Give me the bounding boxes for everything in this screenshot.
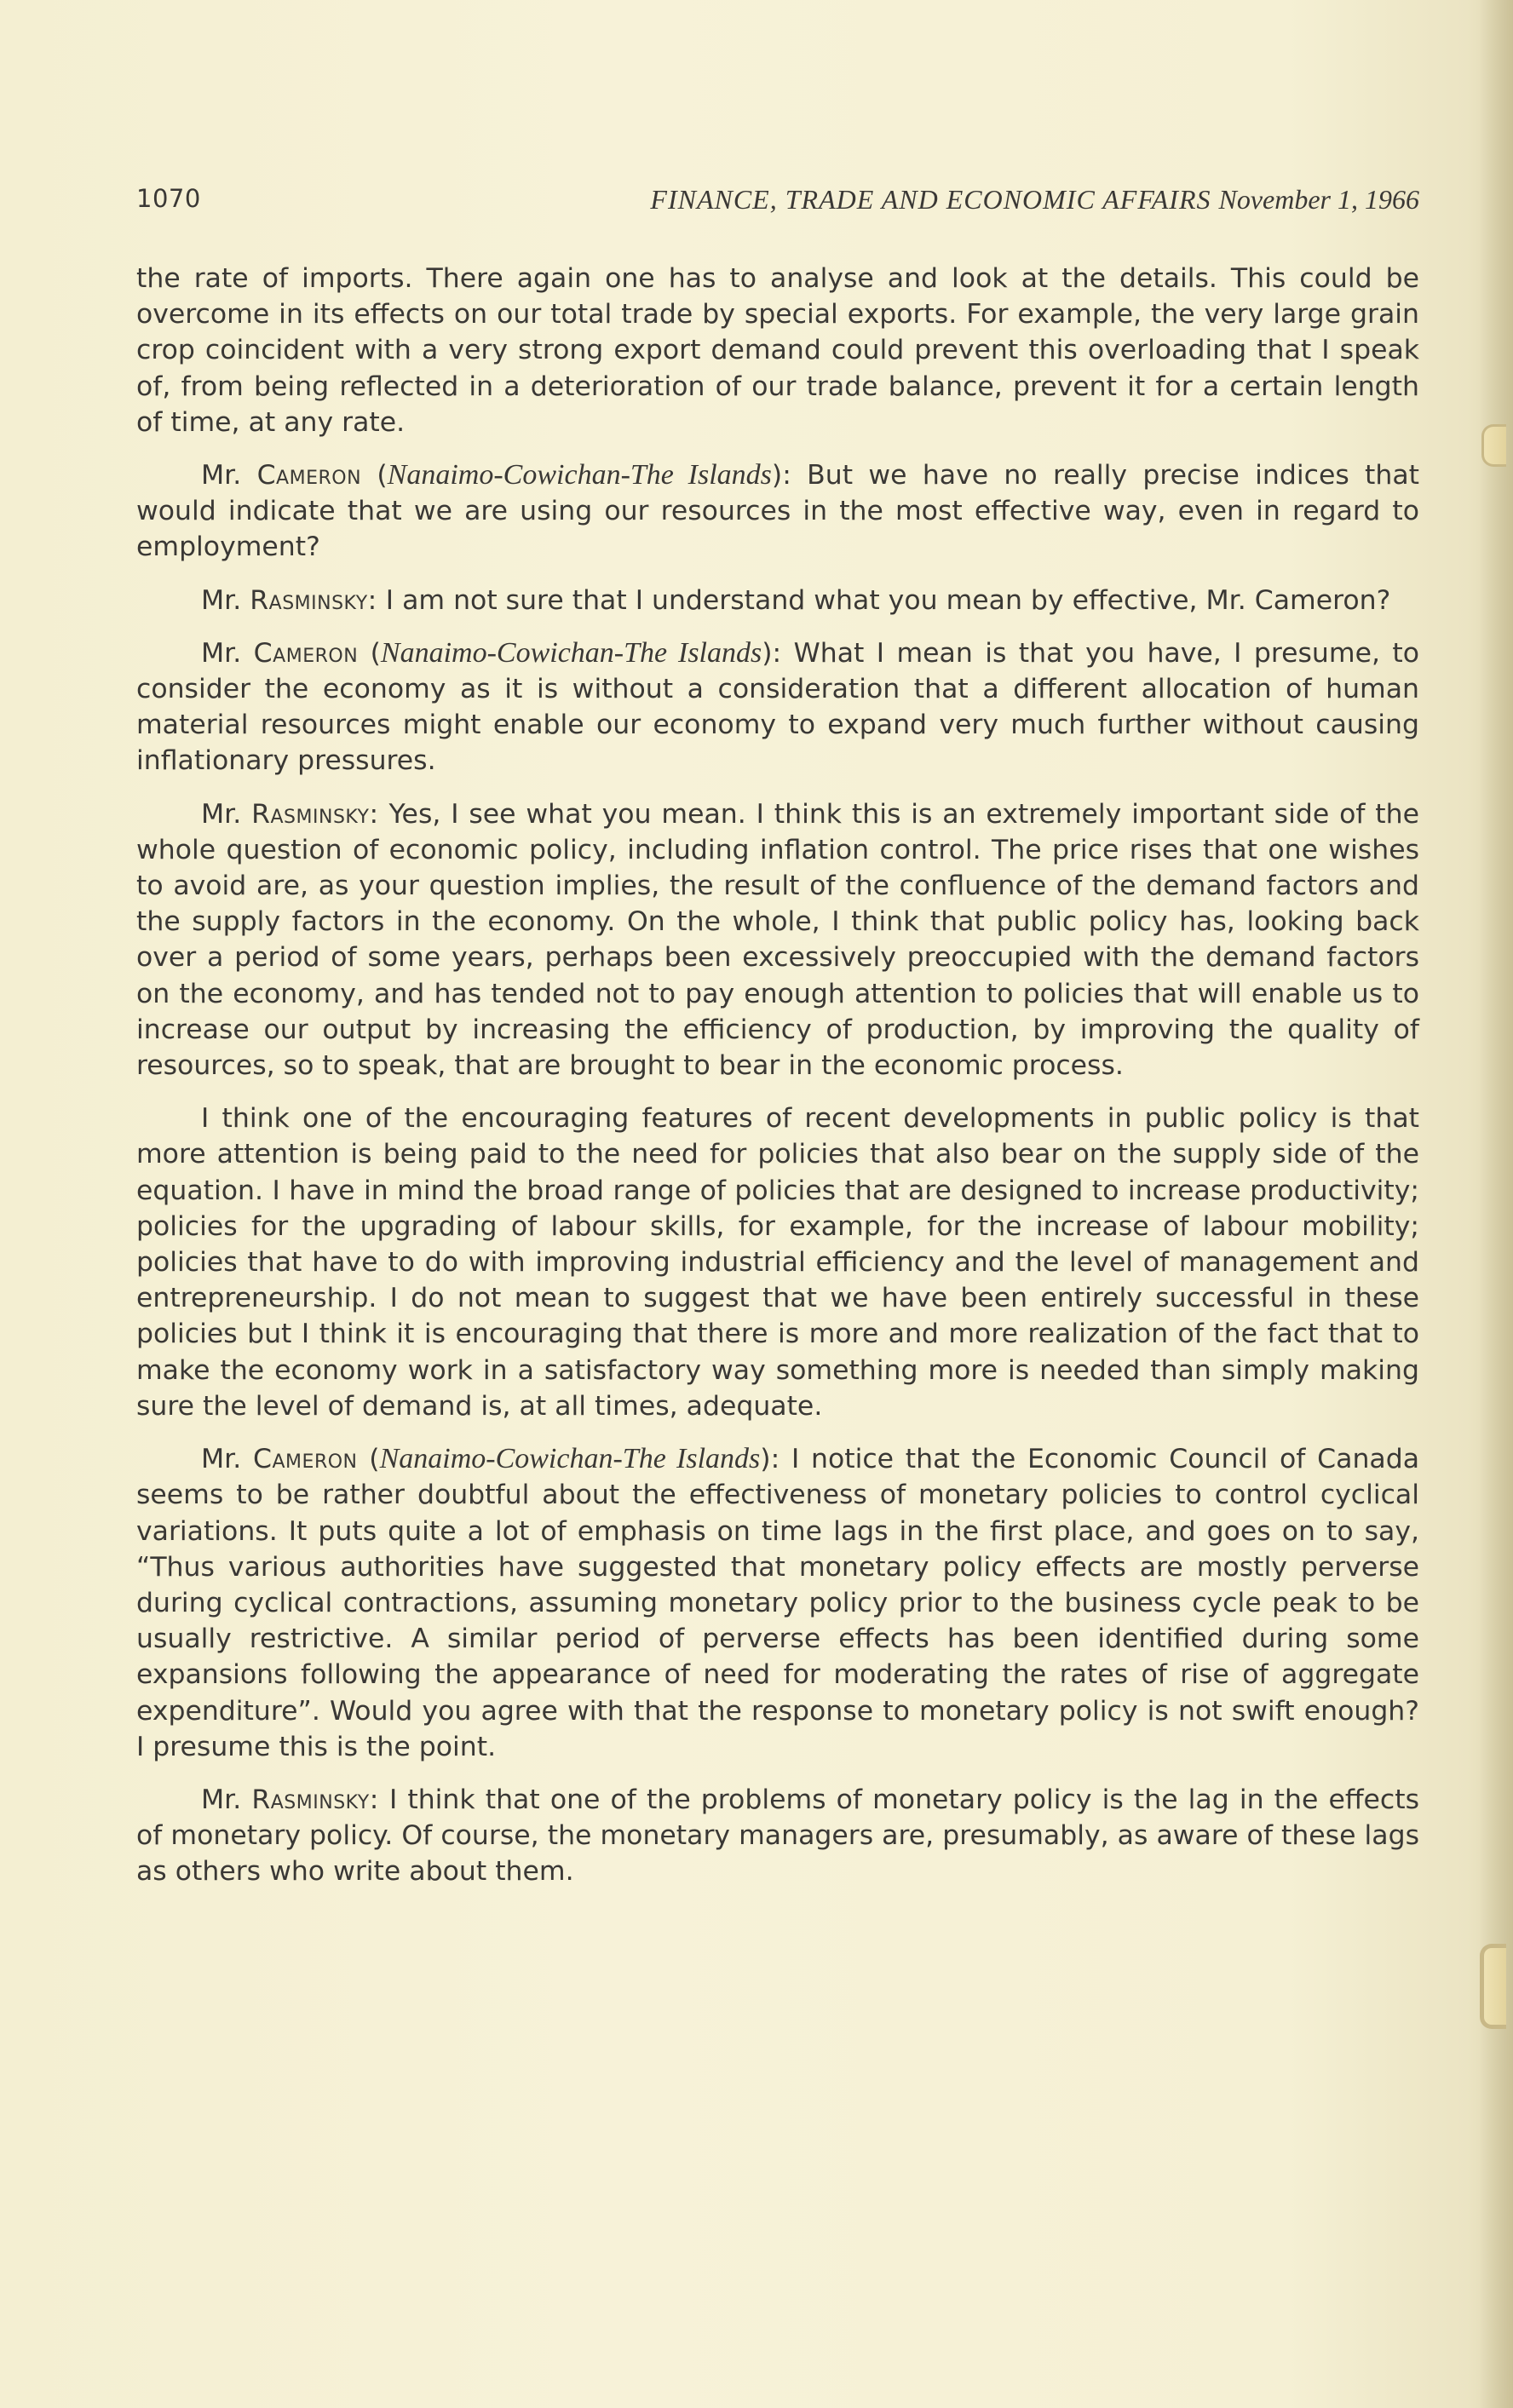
paragraph-4: Mr. Cameron (Nanaimo-Cowichan-The Islands): What I mean is that you have, I presume, to consider the economy as it is without a consideration that a different allocation of human material resources might enable our economy to expand very much further without causing inflationary pressures. bbox=[136, 636, 1420, 777]
header-date: November 1, 1966 bbox=[1218, 184, 1419, 215]
binding-shadow bbox=[1479, 0, 1513, 2408]
speaker-prefix: Mr. bbox=[201, 460, 242, 491]
paragraph-8 bbox=[136, 1782, 1419, 1890]
running-title-text: FINANCE, TRADE AND ECONOMIC AFFAIRS bbox=[650, 184, 1211, 215]
speaker-prefix: Mr. bbox=[201, 584, 242, 616]
speaker-riding: Nanaimo-Cowichan-The Islands bbox=[387, 459, 772, 491]
paragraph-7: Mr. Cameron (Nanaimo-Cowichan-The Islands): I notice that the Economic Council of Canada seems to be rather doubtful about the effectiveness of monetary policies to control cyclical variations. It puts quite a lot of emphasis on time lags in the first place, and goes on to say, “Thus various authorities have suggested that monetary policy effects are mostly perverse during cyclical contractions, assuming monetary policy prior to the business cycle peak to be usually restrictive. A similar period of perverse effects has been identified during some expansions following the appearance of need for moderating the rates of rise of aggregate expenditure”. Would you agree with that the response to monetary policy is not swift enough? I presume this is the point. bbox=[136, 1443, 1420, 1762]
paragraph-text: I am not sure that I understand what you mean by effective, Mr. Cameron? bbox=[385, 584, 1391, 616]
paragraph-text: the rate of imports. There again one has to analyse and look at the details. This could be overcome in its effects on our total trade by special exports. For example, the very large grain crop coincident with a very strong export demand could prevent this overloading that I speak of, from being reflected in a deterioration of our trade balance, prevent it for a certain length of time, at any rate. bbox=[136, 263, 1419, 438]
binding-clip-bottom bbox=[1480, 1944, 1506, 2029]
speaker-riding: Nanaimo-Cowichan-The Islands bbox=[380, 636, 762, 669]
paragraph-1 bbox=[136, 261, 1419, 440]
speaker-prefix: Mr. bbox=[201, 1784, 242, 1815]
speaker-riding: Nanaimo-Cowichan-The Islands bbox=[379, 1443, 761, 1475]
speaker-name: Rasminsky: bbox=[251, 1784, 379, 1815]
paragraph-6 bbox=[136, 1101, 1419, 1424]
paragraph-3 bbox=[136, 583, 1419, 618]
binding-clip-top bbox=[1481, 424, 1506, 467]
running-header bbox=[136, 184, 1419, 218]
paragraph-5 bbox=[136, 796, 1419, 1084]
speaker-prefix: Mr. bbox=[201, 637, 242, 669]
paragraph-text: I think that one of the problems of monetary policy is the lag in the effects of monetary policy. Of course, the monetary managers are, presumably, as aware of these lags as others who write about them. bbox=[136, 1784, 1419, 1888]
paragraph-text: I think one of the encouraging features of recent developments in public policy is that more attention is being paid to the need for policies that also bear on the supply side of the equation. I have in mind the broad range of policies that are designed to increase productivity; policies for the upgrading of labour skills, for example, for the increase of labour mobility; policies that have to do with improving industrial efficiency and the level of management and entrepreneurship. I do not mean to suggest that we have been entirely successful in these policies but I think it is encouraging that there is more and more realization of the fact that to make the economy work in a satisfactory way something more is needed than simply making sure the level of demand is, at all times, adequate. bbox=[136, 1103, 1419, 1422]
speaker-prefix: Mr. bbox=[201, 1444, 242, 1475]
speaker-name: Rasminsky: bbox=[250, 584, 377, 616]
running-title bbox=[650, 184, 1419, 216]
paragraph-text: But we have no really precise indices that would indicate that we are using our resources in the most effective way, even in regard to employment? bbox=[136, 460, 1420, 563]
paragraph-2: Mr. Cameron (Nanaimo-Cowichan-The Islands): But we have no really precise indices that would indicate that we are using our resources in the most effective way, even in regard to employment? bbox=[136, 459, 1420, 563]
page-number: 1070 bbox=[136, 184, 201, 213]
body-text bbox=[136, 261, 1419, 1907]
speaker-name: Cameron bbox=[253, 1444, 358, 1475]
speaker-name: Cameron bbox=[256, 460, 362, 491]
speaker-name: Rasminsky: bbox=[251, 798, 379, 830]
paragraph-text: I notice that the Economic Council of Canada seems to be rather doubtful about the effectiveness of monetary policies to control cyclical variations. It puts quite a lot of emphasis on time lags in the first place, and goes on to say, “Thus various authorities have suggested that monetary policy effects are mostly perverse during cyclical contractions, assuming monetary policy prior to the business cycle peak to be usually restrictive. A similar period of perverse effects has been identified during some expansions following the appearance of need for moderating the rates of rise of aggregate expenditure”. Would you agree with that the response to monetary policy is not swift enough? I presume this is the point. bbox=[136, 1444, 1420, 1762]
paragraph-text: Yes, I see what you mean. I think this is an extremely important side of the whole question of economic policy, including inflation control. The price rises that one wishes to avoid are, as your question implies, the result of the confluence of the demand factors and the supply factors in the economy. On the whole, I think that public policy has, looking back over a period of some years, perhaps been excessively preoccupied with the demand factors on the economy, and has tended not to pay enough attention to policies that will enable us to increase our output by increasing the efficiency of production, by improving the quality of resources, so to speak, that are brought to bear in the economic process. bbox=[136, 798, 1420, 1082]
paragraph-text: What I mean is that you have, I presume, to consider the economy as it is without a consideration that a different allocation of human material resources might enable our economy to expand very much further without causing inflationary pressures. bbox=[136, 637, 1420, 777]
speaker-name: Cameron bbox=[253, 637, 359, 669]
speaker-prefix: Mr. bbox=[201, 798, 242, 830]
